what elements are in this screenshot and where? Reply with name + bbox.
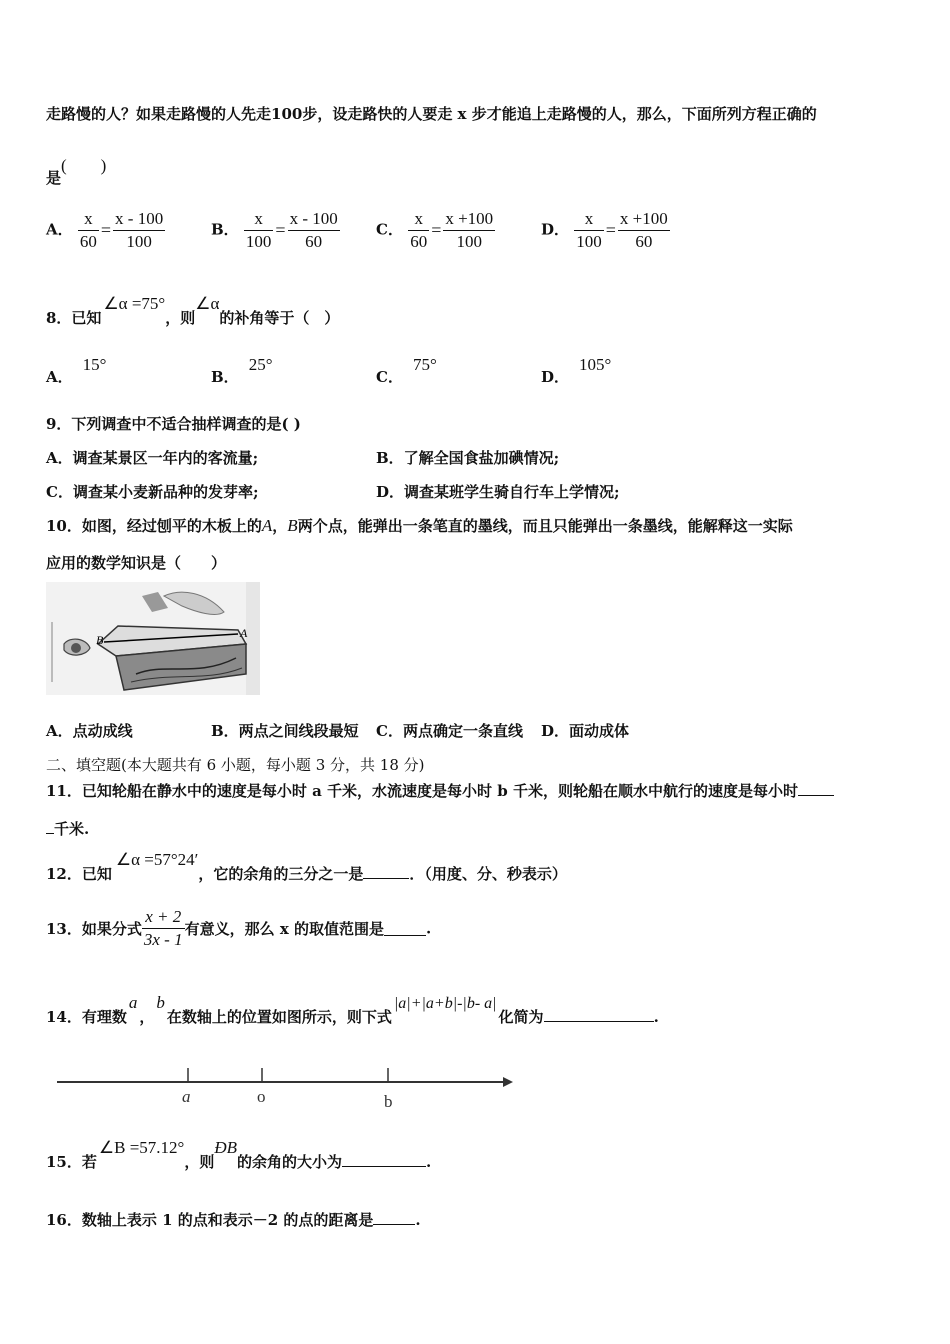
q9-stem: 9．下列调查中不适合抽样调查的是( ) <box>46 415 301 433</box>
equals-sign: = <box>100 220 112 240</box>
q7-stem-prefix: 是 <box>46 169 62 187</box>
option-label: A． <box>46 220 73 239</box>
option-label: D． <box>541 368 570 386</box>
fraction-numerator: x <box>574 208 604 231</box>
q13-answer-blank[interactable] <box>384 921 426 936</box>
fraction <box>288 208 340 253</box>
q8-angle: ∠α <box>195 294 220 313</box>
option-label: B． <box>211 220 239 239</box>
q7-option-d[interactable] <box>541 208 670 253</box>
q14-stem <box>46 993 659 1027</box>
q12-formula: ∠α =57°24′ <box>115 850 199 869</box>
q11-unit: 千米. <box>54 820 90 838</box>
equals-sign: = <box>431 220 442 240</box>
q8-option-c[interactable] <box>376 355 437 387</box>
q14-period: . <box>653 1008 659 1026</box>
q8-prefix: 8．已知 <box>46 309 102 327</box>
q16-stem <box>46 1209 421 1230</box>
q16-answer-blank[interactable] <box>373 1210 415 1225</box>
q15-middle: ，则 <box>184 1153 215 1171</box>
q16-period: . <box>415 1211 421 1229</box>
q13-prefix: 13．如果分式 <box>46 920 142 938</box>
q15-answer-blank[interactable] <box>342 1152 426 1167</box>
option-value: 105° <box>579 355 612 374</box>
fraction <box>618 208 670 253</box>
axis-label-b: b <box>384 1092 393 1111</box>
q8-formula: ∠α =75° <box>103 294 166 313</box>
axis-label-o: o <box>257 1087 266 1106</box>
q16-text: 16．数轴上表示 1 的点和表示－2 的点的距离是 <box>46 1211 374 1229</box>
q10-comma: ， <box>272 517 288 535</box>
q13-fraction <box>142 906 185 951</box>
q9-option-b[interactable]: B．了解全国食盐加碘情况; <box>376 449 560 467</box>
q9-option-c[interactable]: C．调查某小麦新品种的发芽率; <box>46 483 259 501</box>
fraction-denominator: 100 <box>576 232 602 251</box>
fraction-numerator: x + 2 <box>142 906 185 929</box>
q15-stem <box>46 1138 432 1172</box>
q9-option-a[interactable]: A．调查某景区一年内的客流量; <box>46 449 259 467</box>
q14-formula: |a|+|a+b|-|b- a| <box>393 995 497 1012</box>
q10-prefix: 10．如图，经过刨平的木板上的 <box>46 517 262 535</box>
q8-option-d[interactable] <box>541 355 612 387</box>
q12-stem <box>46 850 567 884</box>
fraction <box>408 208 429 253</box>
equals-sign: = <box>275 220 286 240</box>
fraction <box>244 208 274 253</box>
q11-text: 11．已知轮船在静水中的速度是每小时 a 千米，水流速度是每小时 b 千米，则轮船在顺水中航行的速度是每小时 <box>46 782 798 800</box>
q14-comma: ， <box>139 1008 155 1026</box>
axis-label-a: a <box>182 1087 191 1106</box>
section-heading: 二、填空题(本大题共有 6 小题，每小题 3 分，共 18 分) <box>46 756 425 774</box>
q11-answer-blank[interactable] <box>798 781 834 796</box>
fraction-denominator: 100 <box>245 232 272 251</box>
q15-prefix: 15．若 <box>46 1153 97 1171</box>
q15-text: 的余角的大小为 <box>237 1153 343 1171</box>
q7-stem-line2 <box>46 156 107 188</box>
q14-prefix: 14．有理数 <box>46 1008 127 1026</box>
option-label: C． <box>376 368 403 386</box>
figure-edge <box>246 582 260 695</box>
option-label: D． <box>541 220 570 239</box>
q14-text-2: 化简为 <box>498 1008 544 1026</box>
q8-option-b[interactable] <box>211 355 273 387</box>
q13-text: 有意义，那么 x 的取值范围是 <box>184 920 384 938</box>
q10-option-c[interactable]: C．两点确定一条直线 <box>376 722 523 740</box>
fraction-numerator: x +100 <box>618 208 670 231</box>
q15-formula: ∠B =57.12° <box>98 1138 185 1157</box>
q11-stem-line1 <box>46 780 834 801</box>
q10-option-b[interactable]: B．两点之间线段最短 <box>211 722 359 740</box>
figure-label-b: B <box>96 633 104 647</box>
fraction-denominator: 100 <box>456 232 483 251</box>
q12-answer-blank[interactable] <box>363 864 409 879</box>
number-line-figure <box>55 1058 517 1114</box>
plank-figure <box>46 582 260 695</box>
fraction <box>78 208 99 253</box>
q13-stem <box>46 906 431 951</box>
fraction-denominator: 60 <box>305 232 323 251</box>
fraction <box>113 208 165 253</box>
q12-text: ，它的余角的三分之一是 <box>198 865 364 883</box>
q11-stem-line2 <box>46 818 89 839</box>
q8-suffix: 的补角等于（ ） <box>219 309 340 327</box>
q12-note: ．（用度、分、秒表示） <box>409 865 567 883</box>
q7-stem-line1: 走路慢的人？如果走路慢的人先走100步，设走路快的人要走 x 步才能追上走路慢的人，那么，下面所列方程正确的 <box>46 105 817 123</box>
q10-option-a[interactable]: A．点动成线 <box>46 722 133 740</box>
fraction-numerator: x - 100 <box>288 208 340 231</box>
q10-option-d[interactable]: D．面动成体 <box>541 722 630 740</box>
q7-option-b[interactable] <box>211 208 340 253</box>
option-label: C． <box>376 220 403 239</box>
q15-period: . <box>426 1153 432 1171</box>
q10-point-a: A <box>261 516 273 535</box>
figure-label-a: A <box>240 626 248 640</box>
fraction-denominator: 60 <box>79 232 97 251</box>
q7-option-c[interactable] <box>376 208 495 253</box>
fraction-denominator: 3x - 1 <box>143 930 183 949</box>
option-value: 25° <box>248 355 273 374</box>
q10-suffix: 两个点，能弹出一条笔直的墨线，而且只能弹出一条墨线，能解释这一实际 <box>297 517 793 535</box>
fraction-numerator: x +100 <box>443 208 495 231</box>
q14-answer-blank[interactable] <box>544 1007 654 1022</box>
q8-option-a[interactable] <box>46 355 107 387</box>
arrow-right-icon <box>503 1077 513 1087</box>
q10-stem-line2: 应用的数学知识是（ ） <box>46 554 227 572</box>
fraction-numerator: x <box>78 208 99 231</box>
q15-angle: ÐB <box>214 1138 238 1157</box>
option-label: A． <box>46 368 73 386</box>
q7-answer-paren: ( ) <box>61 156 107 175</box>
fraction <box>443 208 495 253</box>
option-label: B． <box>211 368 239 386</box>
fraction-denominator: 60 <box>635 232 653 251</box>
option-value: 75° <box>412 355 437 374</box>
equals-sign: = <box>605 220 616 240</box>
ink-reel <box>71 643 81 653</box>
fraction-numerator: x <box>408 208 429 231</box>
q12-prefix: 12．已知 <box>46 865 112 883</box>
option-value: 15° <box>82 355 107 374</box>
q9-option-d[interactable]: D．调查某班学生骑自行车上学情况; <box>376 483 620 501</box>
fraction <box>574 208 604 253</box>
q13-period: . <box>425 919 432 938</box>
q14-var-b: b <box>156 993 165 1012</box>
q11-answer-blank-cont[interactable] <box>46 819 54 834</box>
fraction-denominator: 100 <box>126 232 152 251</box>
q8-stem <box>46 294 340 328</box>
fraction-denominator: 60 <box>410 232 428 251</box>
q7-option-a[interactable] <box>46 208 165 253</box>
q8-middle: ，则 <box>165 309 196 327</box>
q10-stem-line1 <box>46 515 793 536</box>
fraction-numerator: x <box>244 208 274 231</box>
q10-point-b: B <box>287 516 298 535</box>
q14-var-a: a <box>128 993 138 1012</box>
q14-text: 在数轴上的位置如图所示，则下式 <box>166 1008 392 1026</box>
fraction-numerator: x - 100 <box>113 208 165 231</box>
